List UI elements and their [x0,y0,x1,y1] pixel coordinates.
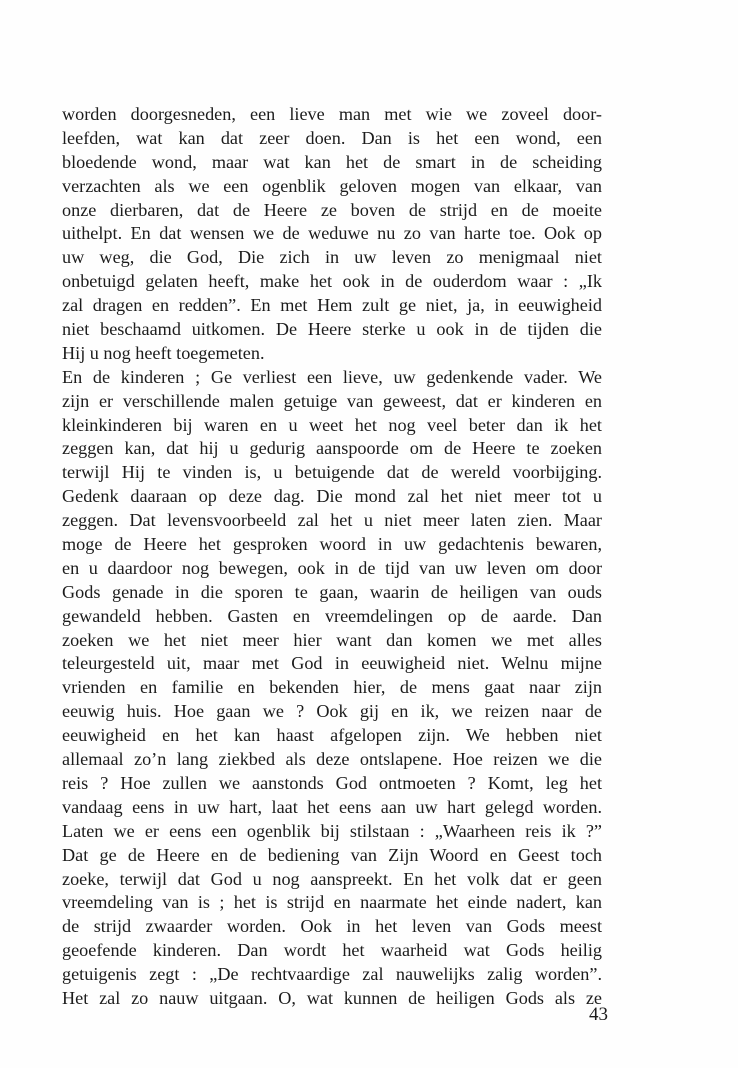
text-line: Laten we er eens een ogenblik bij stilstaan : „Waarheen reis ik ?” [62,820,602,841]
text-line: vreemdeling van is ; het is strijd en naarmate het einde nadert, kan [62,892,602,913]
text-line: de strijd zwaarder worden. Ook in het leven van Gods meest [62,916,602,937]
text-line: en u daardoor nog bewegen, ook in de tijd van uw leven om door [62,557,602,578]
text-line: Gods genade in die sporen te gaan, waarin de heiligen van ouds [62,581,602,602]
text-line: getuigenis zegt : „De rechtvaardige zal nauwelijks zalig worden”. [62,964,602,985]
body-text [62,103,602,1011]
text-line: uw weg, die God, Die zich in uw leven zo menigmaal niet [62,247,602,268]
text-line: onbetuigd gelaten heeft, make het ook in de ouderdom waar : „Ik [62,271,602,292]
text-line: onze dierbaren, dat de Heere ze boven de strijd en de moeite [62,199,602,220]
text-line: Dat ge de Heere en de bediening van Zijn Woord en Geest toch [62,844,602,865]
text-line: zeggen kan, dat hij u gedurig aanspoorde om de Heere te zoeken [62,438,602,459]
text-line: geoefende kinderen. Dan wordt het waarheid wat Gods heilig [62,940,602,961]
text-line: gewandeld hebben. Gasten en vreemdelingen op de aarde. Dan [62,605,602,626]
page-number: 43 [589,1004,608,1025]
text-line: verzachten als we een ogenblik geloven mogen van elkaar, van [62,175,602,196]
text-line: worden doorgesneden, een lieve man met wie we zoveel door- [62,104,602,124]
text-line: uithelpt. En dat wensen we de weduwe nu zo van harte toe. Ook op [62,223,602,244]
text-line: reis ? Hoe zullen we aanstonds God ontmoeten ? Komt, leg het [62,772,602,793]
text-line: vandaag eens in uw hart, laat het eens aan uw hart gelegd worden. [62,796,602,817]
text-line: moge de Heere het gesproken woord in uw gedachtenis bewaren, [62,534,602,555]
text-line: terwijl Hij te vinden is, u betuigende dat de wereld voorbijging. [62,462,602,483]
text-line: vrienden en familie en bekenden hier, de mens gaat naar zijn [62,677,602,698]
text-line: niet beschaamd uitkomen. De Heere sterke u ook in de tijden die [62,319,602,340]
text-line: allemaal zo’n lang ziekbed als deze ontslapene. Hoe reizen we die [62,749,602,770]
text-line: zoeken we het niet meer hier want dan komen we met alles [62,629,602,650]
text-line: Gedenk daaraan op deze dag. Die mond zal het niet meer tot u [62,486,602,507]
text-line: Hij u nog heeft toegemeten. [62,342,265,363]
text-line: En de kinderen ; Ge verliest een lieve, uw gedenkende vader. We [62,366,602,387]
text-line: zeggen. Dat levensvoorbeeld zal het u niet meer laten zien. Maar [62,510,602,531]
text-line: bloedende wond, maar wat kan het de smart in de scheiding [62,151,602,172]
text-line: zijn er verschillende malen getuige van geweest, dat er kinderen en [62,390,602,411]
text-line: Het zal zo nauw uitgaan. O, wat kunnen de heiligen Gods als ze [62,987,602,1008]
text-line: eeuwig huis. Hoe gaan we ? Ook gij en ik, we reizen naar de [62,701,602,722]
text-line: kleinkinderen bij waren en u weet het nog veel beter dan ik het [62,414,602,435]
text-line: eeuwigheid en het kan haast afgelopen zijn. We hebben niet [62,725,602,746]
text-line: teleurgesteld uit, maar met God in eeuwigheid niet. Welnu mijne [62,653,602,674]
text-line: zoeke, terwijl dat God u nog aanspreekt. En het volk dat er geen [62,868,602,889]
text-line: leefden, wat kan dat zeer doen. Dan is het een wond, een [62,127,602,148]
text-line: zal dragen en redden”. En met Hem zult ge niet, ja, in eeuwigheid [62,295,602,316]
